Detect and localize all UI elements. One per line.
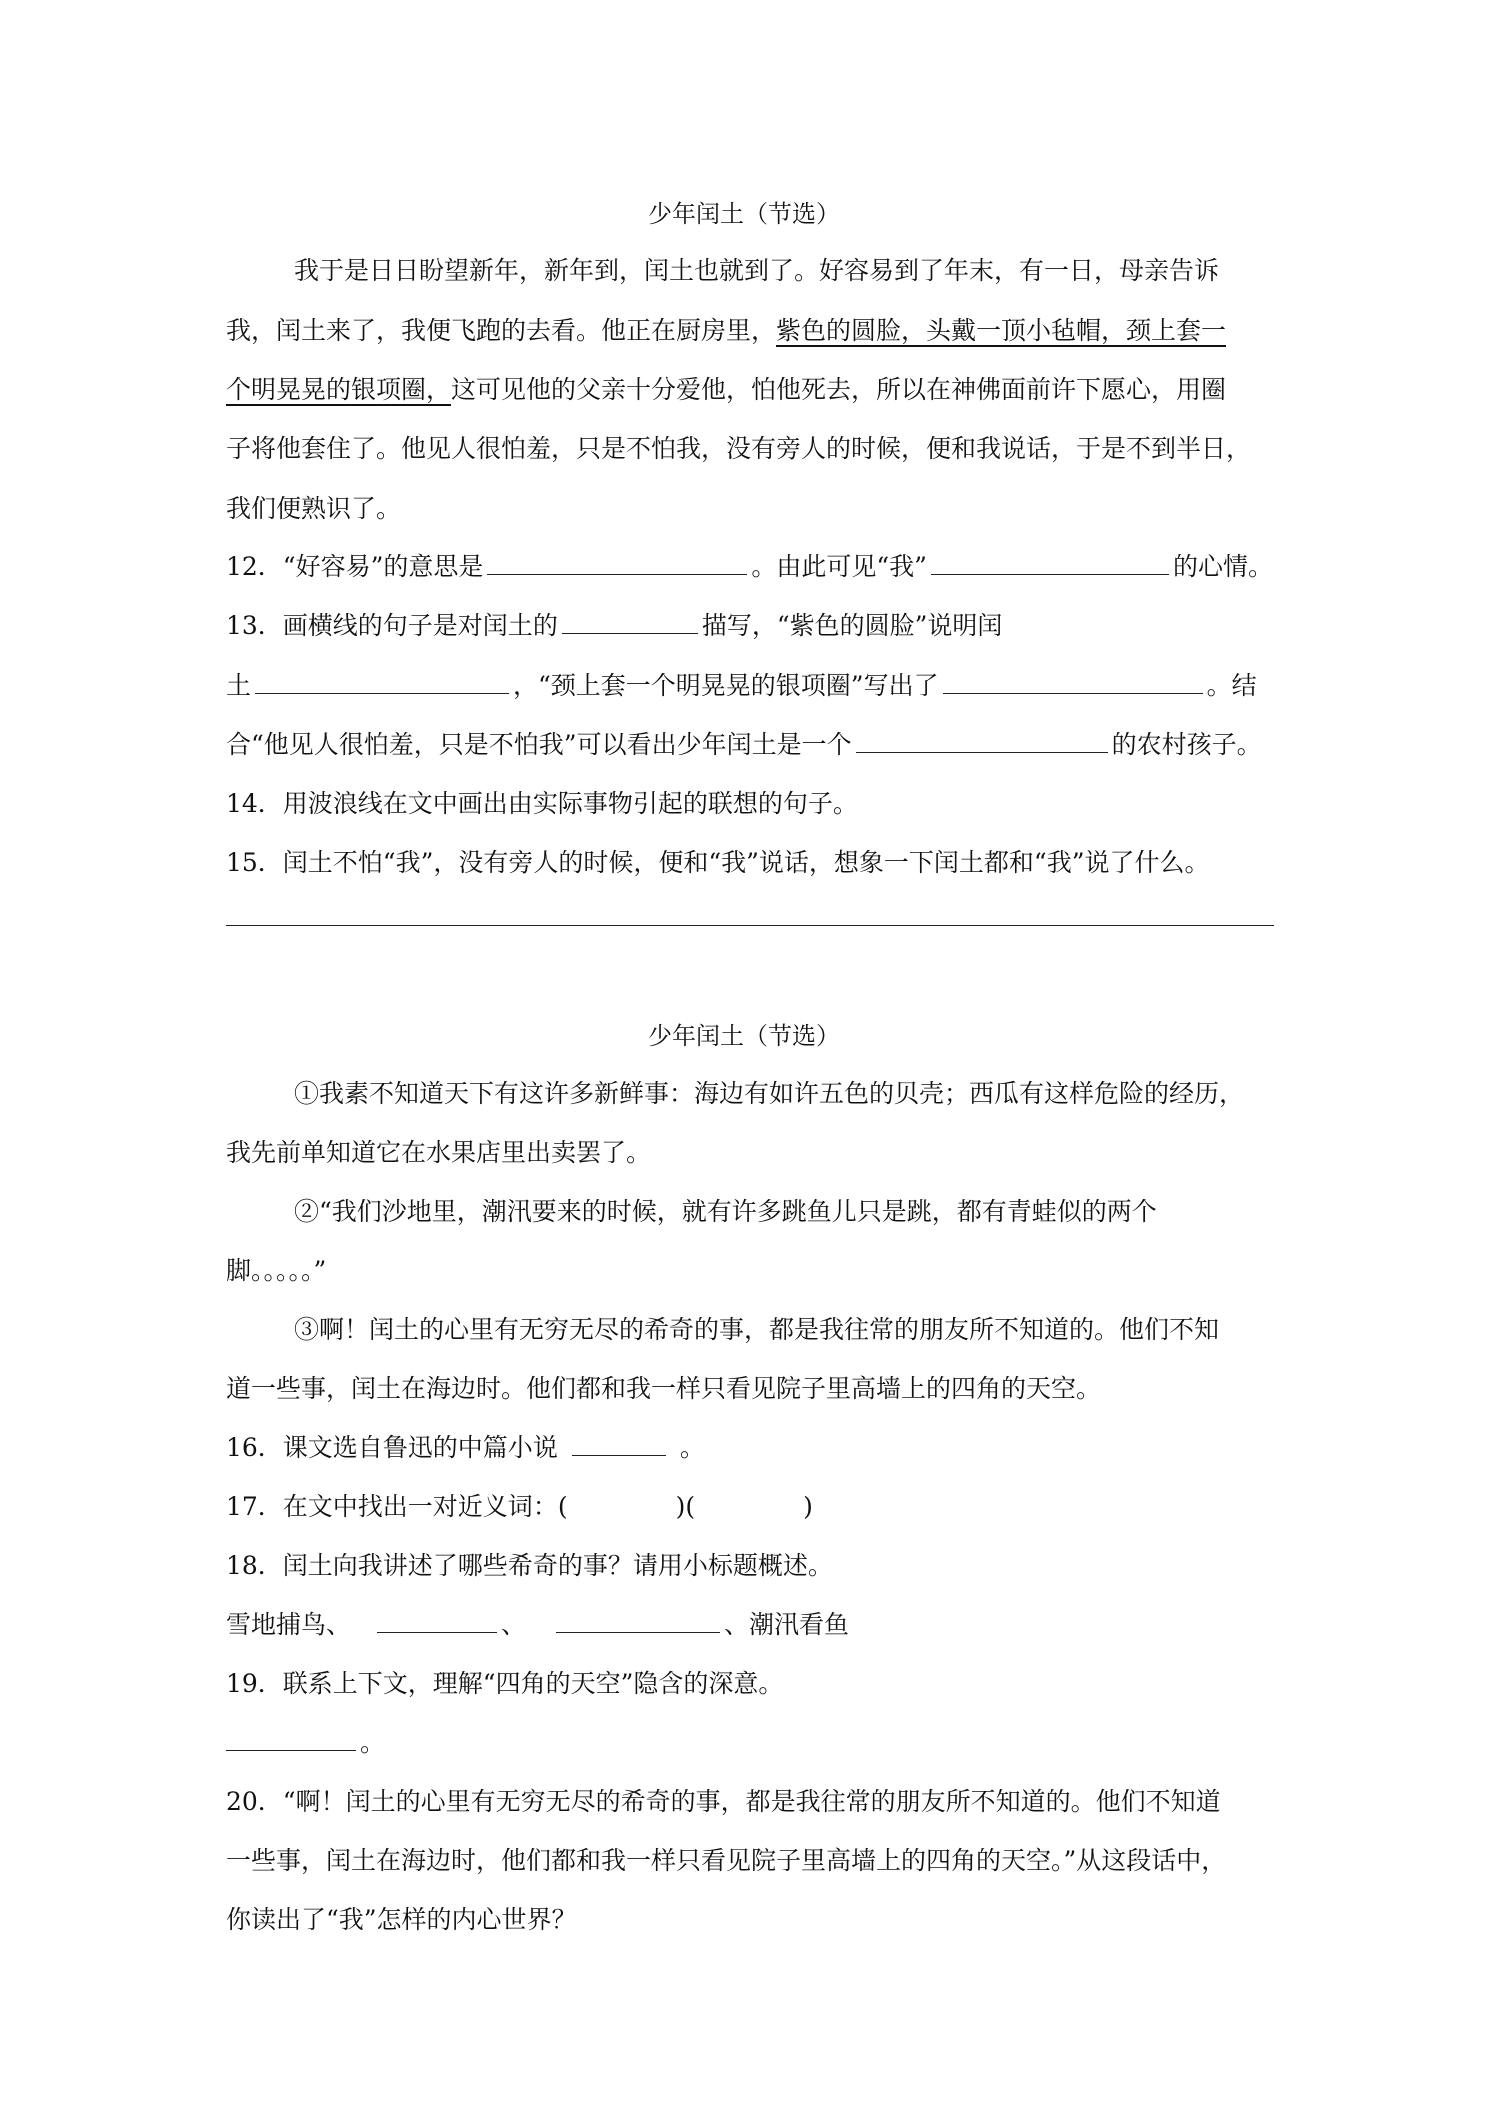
question-12 xyxy=(226,547,1273,583)
passage2-line: 脚。。。。。” xyxy=(226,1256,327,1285)
underlined-sentence: 个明晃晃的银项圈， xyxy=(226,375,452,404)
passage1-title: 少年闰土（节选） xyxy=(648,200,840,228)
question-18: 18．闰土向我讲述了哪些希奇的事？请用小标题概述。 xyxy=(226,1551,833,1580)
question-17 xyxy=(226,1487,813,1523)
question-text: 描写，“紫色的圆脸”说明闰 xyxy=(701,611,1003,640)
passage1-line: 子将他套住了。他见人很怕羞，只是不怕我，没有旁人的时候，便和我说话，于是不到半日， xyxy=(226,434,1252,463)
question-text: 雪地捕鸟、 xyxy=(226,1610,352,1639)
passage1-line xyxy=(226,370,1226,406)
question-20-continued: 一些事，闰土在海边时，他们都和我一样只看见院子里高墙上的四角的天空。”从这段话中， xyxy=(226,1846,1227,1875)
question-text: 合“他见人很怕羞，只是不怕我”可以看出少年闰土是一个 xyxy=(226,730,852,759)
question-text: 、潮汛看鱼 xyxy=(724,1610,850,1639)
question-19: 19．联系上下文，理解“四角的天空”隐含的深意。 xyxy=(226,1669,784,1698)
answer-blank[interactable] xyxy=(487,573,747,575)
question-13-continued xyxy=(226,666,1257,702)
passage2-line: ②“我们沙地里，潮汛要来的时候，就有许多跳鱼儿只是跳，都有青蛙似的两个 xyxy=(294,1197,1157,1226)
question-text: 17．在文中找出一对近义词：( xyxy=(226,1492,568,1521)
question-13-continued xyxy=(226,725,1262,761)
passage1-line xyxy=(226,311,1226,347)
question-text: 12．“好容易”的意思是 xyxy=(226,552,484,581)
answer-blank[interactable] xyxy=(226,1749,356,1751)
question-13 xyxy=(226,606,1002,642)
question-text: 的心情。 xyxy=(1172,552,1273,581)
passage2-line: 道一些事，闰土在海边时。他们都和我一样只看见院子里高墙上的四角的天空。 xyxy=(226,1374,1102,1403)
question-text: ，“颈上套一个明晃晃的银项圈”写出了 xyxy=(513,671,939,700)
passage1-text: 我，闰土来了，我便飞跑的去看。他正在厨房里， xyxy=(226,316,777,345)
question-text: ) xyxy=(803,1492,813,1521)
answer-blank[interactable] xyxy=(943,692,1203,694)
passage1-line: 我们便熟识了。 xyxy=(226,494,402,523)
underlined-sentence: 紫色的圆脸，头戴一顶小毡帽，颈上套一 xyxy=(776,316,1227,345)
answer-blank[interactable] xyxy=(931,573,1169,575)
answer-line[interactable] xyxy=(226,925,1274,926)
passage2-line: ①我素不知道天下有这许多新鲜事：海边有如许五色的贝壳；西瓜有这样危险的经历， xyxy=(294,1079,1245,1108)
question-text: 13．画横线的句子是对闰土的 xyxy=(226,611,558,640)
answer-blank[interactable] xyxy=(562,632,698,634)
passage1-line: 我于是日日盼望新年，新年到，闰土也就到了。好容易到了年末，有一日，母亲告诉 xyxy=(294,256,1220,285)
question-20: 20．“啊！闰土的心里有无穷无尽的希奇的事，都是我往常的朋友所不知道的。他们不知道 xyxy=(226,1787,1221,1816)
question-text: 。结 xyxy=(1206,671,1257,700)
question-text: 。 xyxy=(679,1433,705,1462)
question-text: 16．课文选自鲁迅的中篇小说 xyxy=(226,1433,558,1462)
question-19-answer xyxy=(226,1723,385,1759)
answer-blank[interactable] xyxy=(255,692,509,694)
answer-blank[interactable] xyxy=(556,1631,720,1633)
passage2-title: 少年闰土（节选） xyxy=(648,1022,840,1050)
passage1-text: 这可见他的父亲十分爱他，怕他死去，所以在神佛面前许下愿心，用圈 xyxy=(451,375,1227,404)
question-text: 。 xyxy=(360,1728,386,1757)
question-14: 14．用波浪线在文中画出由实际事物引起的联想的句子。 xyxy=(226,789,858,818)
question-text: 的农村孩子。 xyxy=(1111,730,1262,759)
question-text: )( xyxy=(675,1492,696,1521)
passage2-line: ③啊！闰土的心里有无穷无尽的希奇的事，都是我往常的朋友所不知道的。他们不知 xyxy=(294,1315,1220,1344)
question-text: 。由此可见“我” xyxy=(751,552,927,581)
passage2-line: 我先前单知道它在水果店里出卖罢了。 xyxy=(226,1138,652,1167)
answer-blank[interactable] xyxy=(856,751,1108,753)
question-18-answers xyxy=(226,1605,849,1641)
question-20-continued: 你读出了“我”怎样的内心世界？ xyxy=(226,1905,577,1934)
answer-blank[interactable] xyxy=(377,1631,497,1633)
question-16 xyxy=(226,1428,705,1464)
answer-blank[interactable] xyxy=(572,1454,666,1456)
question-text: 、 xyxy=(501,1610,527,1639)
question-text: 土 xyxy=(226,671,252,700)
question-15: 15．闰土不怕“我”，没有旁人的时候，便和“我”说话，想象一下闰土都和“我”说了什么。 xyxy=(226,848,1210,877)
